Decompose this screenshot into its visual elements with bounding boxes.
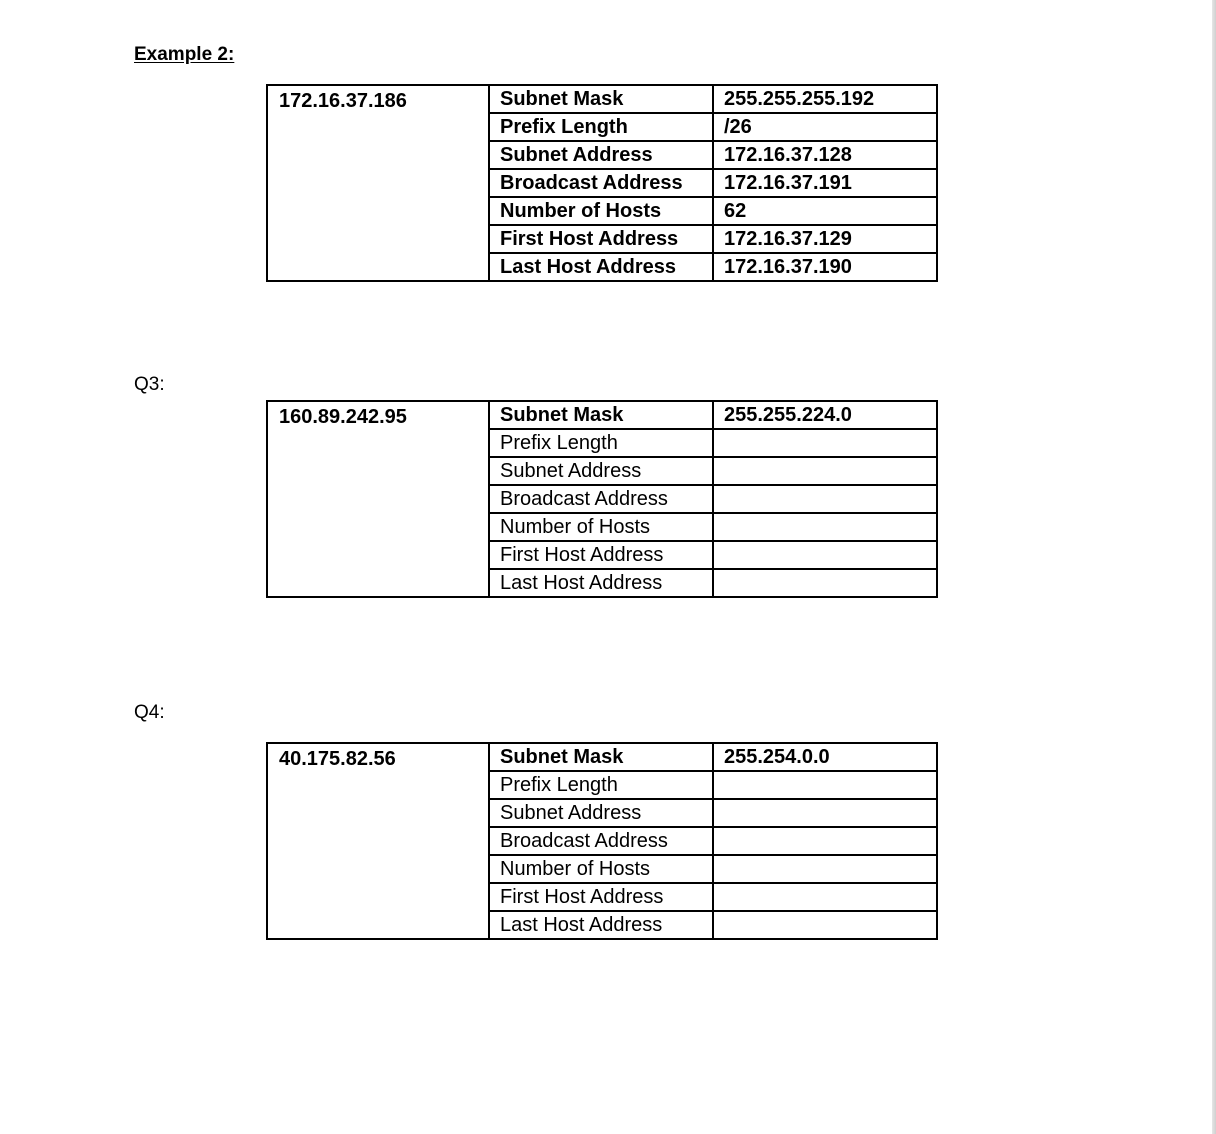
row-value: 255.255.255.192: [713, 85, 937, 113]
answer-cell[interactable]: [713, 429, 937, 457]
row-value: 62: [713, 197, 937, 225]
ip-address-cell: 160.89.242.95: [267, 401, 489, 597]
row-label: Last Host Address: [489, 911, 713, 939]
q3-heading: Q3:: [134, 374, 165, 395]
answer-cell[interactable]: [713, 569, 937, 597]
answer-cell[interactable]: [713, 827, 937, 855]
row-label: First Host Address: [489, 541, 713, 569]
row-label: Subnet Mask: [489, 401, 713, 429]
row-value: 255.255.224.0: [713, 401, 937, 429]
answer-cell[interactable]: [713, 771, 937, 799]
row-label: Subnet Mask: [489, 85, 713, 113]
row-label: Number of Hosts: [489, 855, 713, 883]
row-label: Broadcast Address: [489, 169, 713, 197]
row-label: Subnet Address: [489, 457, 713, 485]
row-label: Prefix Length: [489, 771, 713, 799]
ip-address-cell: 40.175.82.56: [267, 743, 489, 939]
row-label: Subnet Address: [489, 141, 713, 169]
row-label: Last Host Address: [489, 253, 713, 281]
answer-cell[interactable]: [713, 513, 937, 541]
table-row: [267, 85, 937, 113]
page-edge: [1212, 0, 1216, 1134]
q4-subnet-table: [266, 742, 938, 940]
row-value: 172.16.37.190: [713, 253, 937, 281]
ip-address-cell: 172.16.37.186: [267, 85, 489, 281]
q4-heading: Q4:: [134, 702, 165, 723]
row-label: Prefix Length: [489, 113, 713, 141]
row-label: Number of Hosts: [489, 197, 713, 225]
q3-subnet-table: [266, 400, 938, 598]
row-label: Last Host Address: [489, 569, 713, 597]
row-value: 255.254.0.0: [713, 743, 937, 771]
row-label: First Host Address: [489, 225, 713, 253]
answer-cell[interactable]: [713, 855, 937, 883]
row-value: 172.16.37.128: [713, 141, 937, 169]
row-label: Prefix Length: [489, 429, 713, 457]
answer-cell[interactable]: [713, 799, 937, 827]
row-label: Subnet Mask: [489, 743, 713, 771]
example-heading: Example 2:: [134, 44, 235, 65]
table-row: [267, 743, 937, 771]
answer-cell[interactable]: [713, 485, 937, 513]
example-subnet-table: [266, 84, 938, 282]
row-label: Number of Hosts: [489, 513, 713, 541]
row-label: Subnet Address: [489, 799, 713, 827]
table-row: [267, 401, 937, 429]
answer-cell[interactable]: [713, 911, 937, 939]
row-label: First Host Address: [489, 883, 713, 911]
answer-cell[interactable]: [713, 457, 937, 485]
row-value: 172.16.37.191: [713, 169, 937, 197]
row-value: /26: [713, 113, 937, 141]
row-value: 172.16.37.129: [713, 225, 937, 253]
answer-cell[interactable]: [713, 883, 937, 911]
answer-cell[interactable]: [713, 541, 937, 569]
row-label: Broadcast Address: [489, 827, 713, 855]
row-label: Broadcast Address: [489, 485, 713, 513]
